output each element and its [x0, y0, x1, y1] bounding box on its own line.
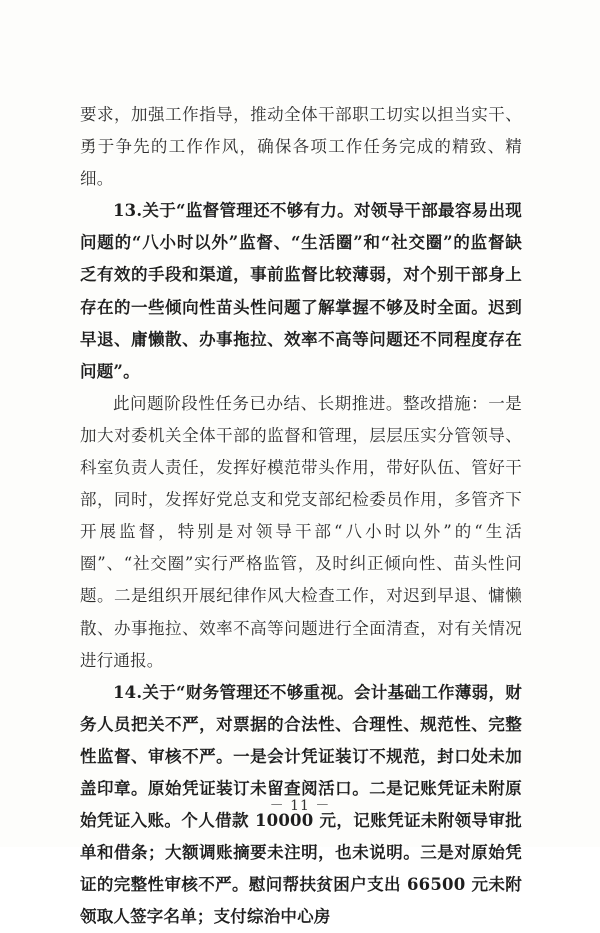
- page-number: － 11 －: [269, 798, 331, 814]
- paragraph-continuation: 要求，加强工作指导，推动全体干部职工切实以担当实干、勇于争先的工作作风，确保各项工作任务完成的精致、精细。: [80, 105, 522, 189]
- paragraph-issue-13: 13.关于“监督管理还不够有力。对领导干部最容易出现问题的“八小时以外”监督、“生活圈”和“社交圈”的监督缺乏有效的手段和渠道，事前监督比较薄弱，对个别干部身上存在的一些倾向性苗头性问题了解掌握不够及时全面。迟到早退、庸懒散、办事拖拉、效率不高等问题还不同程度存在问题”。: [80, 201, 522, 381]
- paragraph-issue-14: 14.关于“财务管理还不够重视。会计基础工作薄弱，财务人员把关不严，对票据的合法性、合理性、规范性、完整性监督、审核不严。一是会计凭证装订不规范，封口处未加盖印章。原始凭证装订未留查阅活口。二是记账凭证未附原始凭证入账。个人借款 10000 元，记账凭证未附领导审批单和借条；大额调账摘要未注明，也未说明。三是对原始凭证的完整性审核不严。慰问帮扶贫困户支出 66500 元未附领取人签字名单；支付综治中心房: [80, 682, 522, 927]
- paragraph-rectification-13: 此问题阶段性任务已办结、长期推进。整改措施：一是加大对委机关全体干部的监督和管理，层层压实分管领导、科室负责人责任，发挥好模范带头作用，带好队伍、管好干部，同时，发挥好党总支和党支部纪检委员作用，多管齐下开展监督，特别是对领导干部“八小时以外”的“生活圈”、“社交圈”实行严格监管，及时纠正倾向性、苗头性问题。二是组织开展纪律作风大检查工作，对迟到早退、慵懒散、办事拖拉、效率不高等问题进行全面清查，对有关情况进行通报。: [80, 393, 522, 670]
